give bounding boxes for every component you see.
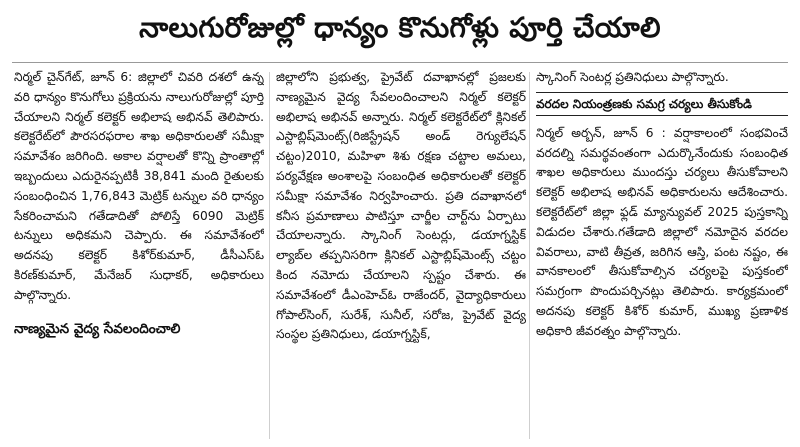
subheading-medical-services: నాణ్యమైన వైద్య సేవలందించాలి	[14, 320, 181, 337]
subheading-flood-control: వరదల నియంత్రణకు సమగ్ర చర్యలు తీసుకోండి	[536, 92, 788, 116]
article-body-flood-control: నిర్మల్ అర్బన్, జూన్ 6 : వర్షాకాలంలో సంభవించే వరదల్ని సమర్థవంతంగా ఎదుర్కొనేందుకు సంబంధిత శాఖల అధికారులు ముందస్తు చర్యలు తీసుకోవాలని కలెక్టర్ అభిలాష అభినవ్ అధికారులను ఆదేశించారు. కలెక్టరేట్‌లో జిల్లా ఫ్లడ్ మ్యాన్యువల్ 2025 పుస్తకాన్ని విడుదల చేశారు.గతేడాది జిల్లాలో నమోదైన వరదల వివరాలు, వాటి తీవ్రత, జరిగిన ఆస్తి, పంట నష్టం, ఈ వానకాలంలో తీసుకోవాల్సిన చర్యలపై పుస్తకంలో సమగ్రంగా పొందుపర్చినట్లు తెలిపారు. కార్యక్రమంలో అదనపు కలెక్టర్ కిశోర్ కుమార్, ముఖ్య ప్రణాళిక అధికారి జీవరత్నం పాల్గొన్నారు.	[536, 125, 788, 338]
column-divider	[269, 72, 270, 439]
headline: నాలుగురోజుల్లో ధాన్యం కొనుగోళ్లు పూర్తి చేయాలి	[139, 11, 661, 44]
article-column-1	[14, 68, 264, 340]
article-body-continuation: స్కానింగ్ సెంటర్ల ప్రతినిధులు పాల్గొన్నారు.	[536, 70, 729, 84]
article-body-grain-procurement: నిర్మల్ చైన్‌గేట్, జూన్ 6: జిల్లాలో చివరి దశలో ఉన్న వరి ధాన్యం కొనుగోలు ప్రక్రియను నాలుగురోజుల్లో పూర్తి చేయాలని నిర్మల్ కలెక్టర్ అభిలాష అభినవ్ తెలిపారు. కలెక్టరేట్‌లో పౌరసరఫరాల శాఖ అధికారులతో సమీక్షా సమావేశం జరిగింది. అకాల వర్షాలతో కొన్ని ప్రాంతాల్లో ఇబ్బందులు ఎదురైనప్పటికీ 38,841 మంది రైతులకు సంబంధించిన 1,76,843 మెట్రిక్ టన్నుల వరి ధాన్యం సేకరించామని గతేడాదితో పోలిస్తే 6090 మెట్రిక్ టన్నులు అధికమని చెప్పారు. ఈ సమావేశంలో అదనపు కలెక్టర్ కిశోర్‌కుమార్, డీసీఎస్‌ఓ కిరణ్‌కుమార్, మేనేజర్ సుధాకర్, అధికారులు పాల్గొన్నారు.	[14, 70, 264, 302]
article-body-medical-services: జిల్లాలోని ప్రభుత్వ, ప్రైవేట్ దవాఖానల్లో ప్రజలకు నాణ్యమైన వైద్య సేవలందించాలని నిర్మల్ కలెక్టర్ అభిలాష అభినవ్ అన్నారు. నిర్మల్ కలెక్టరేట్‌లో క్లినికల్ ఎస్టాబ్లిష్‌మెంట్స్(రిజిస్ట్రేషన్ అండ్ రెగ్యులేషన్ చట్టం)2010, మహిళా శిశు రక్షణ చట్టాల అమలు, పర్యవేక్షణ అంశాలపై సంబంధిత అధికారులతో కలెక్టర్ సమీక్షా సమావేశం నిర్వహించారు. ప్రతి దవాఖానలో కనీస ప్రమాణాలు పాటిస్తూ చార్జీల చార్ట్‌ను ఏర్పాటు చేయాలన్నారు. స్కానింగ్ సెంటర్లు, డయాగ్నస్టిక్ ల్యాబ్‌ల తప్పనిసరిగా క్లినికల్ ఎస్టాబ్లిష్‌మెంట్స్ చట్టం కింద నమోదు చేయాలని స్పష్టం చేశారు. ఈ సమావేశంలో డీఎంహెచ్‌ఓ రాజేందర్, వైద్యాధికారులు గోపాల్‌సింగ్, సురేశ్, సునీల్, సరోజ, ప్రైవేట్ వైద్య సంస్థల ప్రతినిధులు, డయాగ్నస్టిక్,	[276, 70, 526, 342]
article-column-2	[276, 68, 526, 345]
column-divider	[529, 72, 530, 439]
article-column-3	[536, 68, 788, 342]
headline-rule	[12, 62, 788, 63]
